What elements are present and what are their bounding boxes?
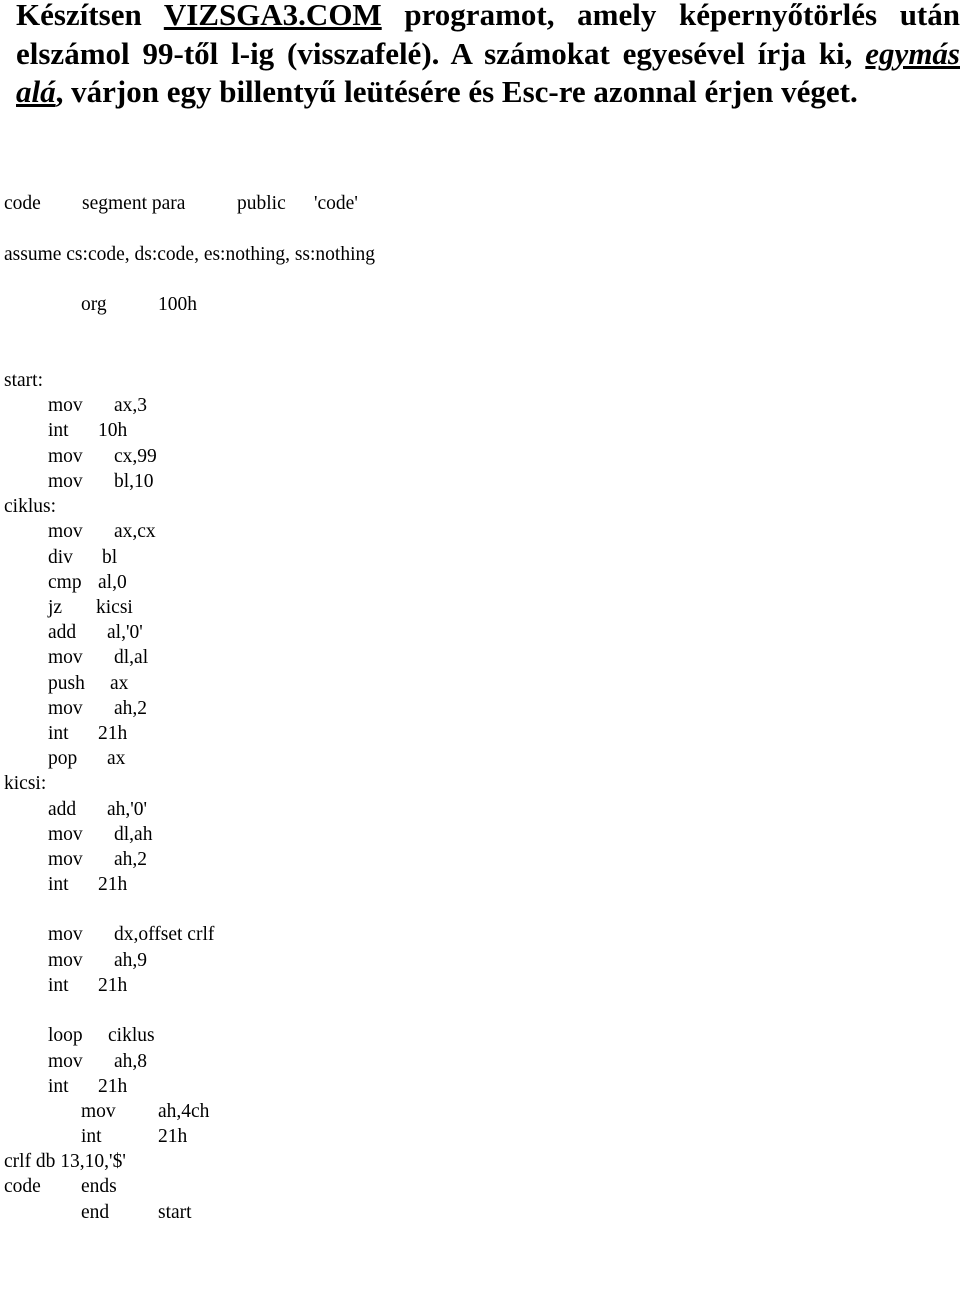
task-emphasis: egymás alá [16,35,960,109]
code-line-org [81,294,197,382]
code-token: public [237,193,286,214]
code-token: org [81,294,107,315]
task-text-3: , várjon egy billentyű leütésére és Esc-re azonnal érjen véget. [55,74,858,109]
code-line-ends: code ends [4,1176,117,1197]
code-token: 'code' [314,193,358,214]
program-name: VIZSGA3.COM [163,0,382,32]
code-token: 100h [158,294,197,315]
code-line-end: end start [81,1202,192,1223]
code-line-assume: assume cs:code, ds:code, es:nothing, ss:nothing [4,244,375,265]
task-text-1: Készítsen [16,0,164,32]
code-line-crlf: crlf db 13,10,'$' [4,1151,126,1172]
code-label-kicsi: kicsi: [4,773,47,794]
code-listing: code segment para public 'code' assume cs:code, ds:code, es:nothing, ss:nothing org 100h start: mov ax,3 int 10h mov cx,99 mov bl,10 ciklus: mov ax,cx div bl cmp al,0 jz kicsi add al,'0' mov dl,al push ax mov ah,2 int 21h pop ax kicsi: add ah,'0' mov dl,ah mov ah,2 int 21h mov dx,offset crlf mov ah,9 int 21h loop ciklus mov ah,8 int 21h mov ah,4ch int 21h crlf db 13,10,'$' code ends end start [0,0,960,1221]
code-label-ciklus: ciklus: [4,496,56,517]
code-label-start: start: [4,370,43,391]
task-text-2: programot, amely képernyőtörlés után elszámol 99-től l-ig (visszafelé). A számokat egyesével írja ki, [16,0,960,71]
code-token: code [4,193,41,214]
code-token: segment para [82,193,186,214]
